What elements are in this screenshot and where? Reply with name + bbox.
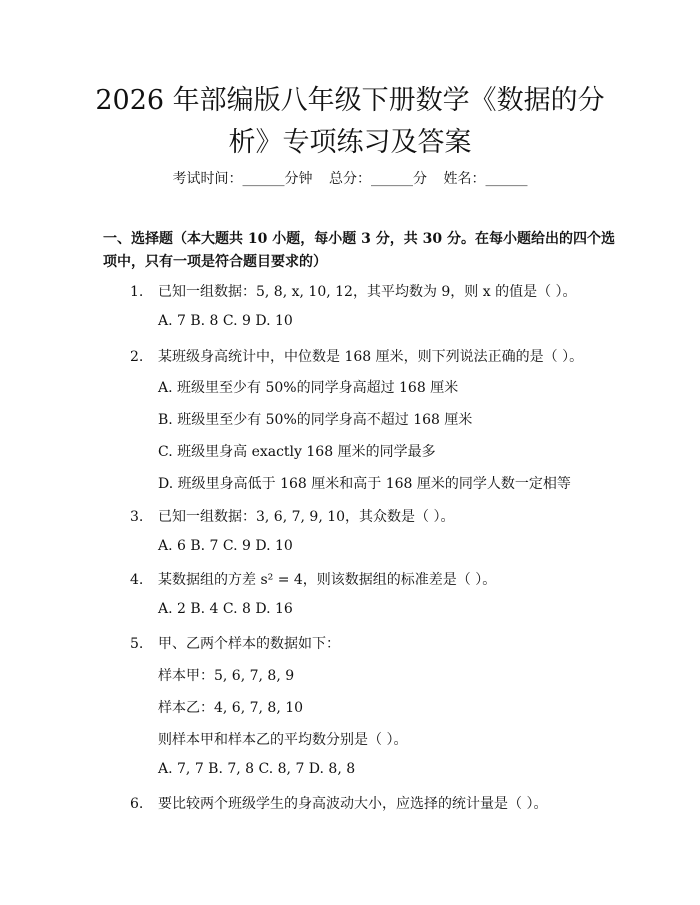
question-2-option-b: B. 班级里至少有 50%的同学身高不超过 168 厘米: [158, 412, 473, 428]
document-title: [40, 80, 660, 164]
question-stem: 要比较两个班级学生的身高波动大小，应选择的统计量是（ ）。: [158, 796, 548, 812]
question-5-sample-a: 样本甲：5, 6, 7, 8, 9: [158, 668, 295, 684]
question-number: 2.: [130, 349, 144, 365]
section-heading: 一、选择题（本大题共 10 小题，每小题 3 分，共 30 分。在每小题给出的四个选项中，只有一项是符合题目要求的）: [103, 231, 615, 270]
question-stem: 甲、乙两个样本的数据如下：: [158, 636, 340, 652]
title-line-1: 2026 年部编版八年级下册数学《数据的分: [95, 85, 605, 116]
exam-meta: [0, 168, 700, 188]
question-stem: 已知一组数据：3, 6, 7, 9, 10，其众数是（ ）。: [158, 509, 455, 525]
title-line-2: 析》专项练习及答案: [228, 127, 472, 158]
question-4: [130, 569, 496, 589]
question-stem: 某班级身高统计中，中位数是 168 厘米，则下列说法正确的是（ ）。: [158, 349, 584, 365]
exam-time: 考试时间：______分钟: [172, 171, 313, 187]
question-2-option-c: C. 班级里身高 exactly 168 厘米的同学最多: [158, 444, 436, 460]
question-5-ask: 则样本甲和样本乙的平均数分别是（ ）。: [158, 732, 408, 748]
question-number: 3.: [130, 509, 144, 525]
question-1: [130, 281, 577, 301]
question-1-options: A. 7 B. 8 C. 9 D. 10: [158, 313, 293, 329]
question-4-options: A. 2 B. 4 C. 8 D. 16: [158, 601, 293, 617]
question-5-sample-b: 样本乙：4, 6, 7, 8, 10: [158, 700, 304, 716]
question-3: [130, 506, 455, 526]
exam-score: 总分：______分: [329, 171, 427, 187]
question-stem: 某数据组的方差 s² = 4，则该数据组的标准差是（ ）。: [158, 572, 497, 588]
exam-name: 姓名：______: [443, 171, 528, 187]
question-2: [130, 346, 583, 366]
question-3-options: A. 6 B. 7 C. 9 D. 10: [158, 538, 293, 554]
question-6: [130, 793, 547, 813]
question-5: [130, 633, 340, 653]
question-5-options: A. 7, 7 B. 7, 8 C. 8, 7 D. 8, 8: [158, 761, 356, 777]
question-2-option-d: D. 班级里身高低于 168 厘米和高于 168 厘米的同学人数一定相等: [158, 476, 571, 492]
question-number: 5.: [130, 636, 144, 652]
question-number: 6.: [130, 796, 144, 812]
question-number: 1.: [130, 284, 144, 300]
question-stem: 已知一组数据：5, 8, x, 10, 12，其平均数为 9，则 x 的值是（ ）。: [158, 284, 577, 300]
question-number: 4.: [130, 572, 144, 588]
question-2-option-a: A. 班级里至少有 50%的同学身高超过 168 厘米: [158, 380, 459, 396]
